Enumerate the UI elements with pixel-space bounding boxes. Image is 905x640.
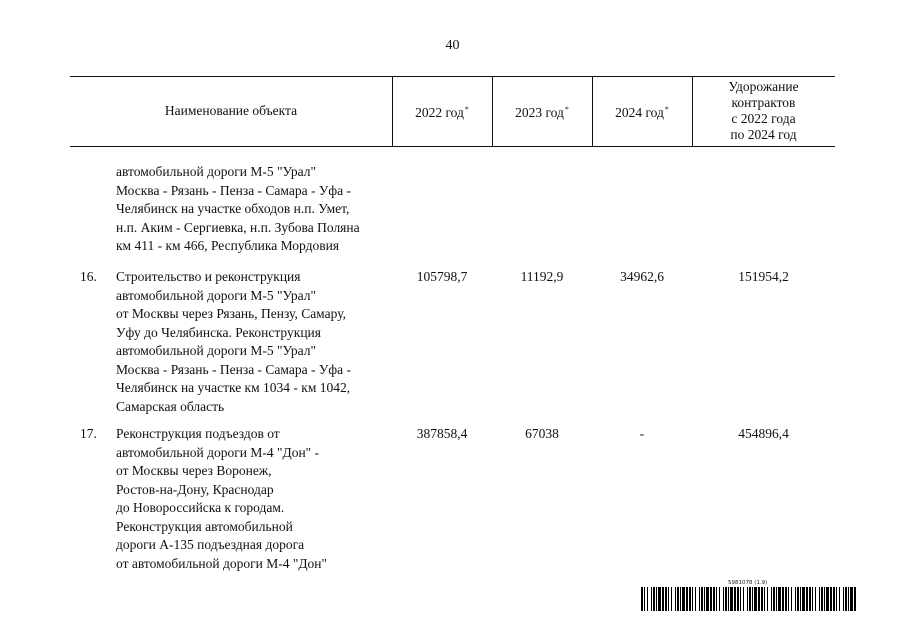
barcode-bar	[716, 587, 717, 611]
barcode-bar	[653, 587, 655, 611]
barcode-bar	[747, 587, 748, 611]
barcode-bar	[740, 587, 741, 611]
barcode-bar	[848, 587, 849, 611]
barcode-bar	[791, 587, 792, 611]
barcode-bar	[824, 587, 825, 611]
barcode-bar	[641, 587, 643, 611]
barcode-bar	[644, 587, 645, 611]
header-object-name	[70, 76, 392, 146]
barcode-bar	[761, 587, 763, 611]
barcode-bar	[843, 587, 844, 611]
barcode-bar	[778, 587, 781, 611]
barcode-bar	[833, 587, 835, 611]
barcode-bar	[651, 587, 652, 611]
row-16-increase-value: 151954,2	[738, 269, 789, 284]
table-header-bottom-rule	[70, 146, 835, 147]
header-2024	[592, 76, 692, 146]
barcode-bar	[662, 587, 664, 611]
barcode-bar	[773, 587, 775, 611]
barcode-bar	[686, 587, 688, 611]
row-16-2022-value: 105798,7	[416, 269, 468, 284]
footnote-marker: *	[664, 104, 669, 114]
barcode-bar	[658, 587, 661, 611]
barcode-bar	[680, 587, 681, 611]
header-2024-label: 2024 год	[615, 104, 664, 120]
barcode-bar	[809, 587, 811, 611]
barcode-bar	[785, 587, 787, 611]
barcode-bar	[656, 587, 657, 611]
row-17-2023-value: 67038	[525, 426, 559, 441]
barcode-bar	[665, 587, 667, 611]
barcode-caption: 5981078 (1.9)	[728, 580, 768, 586]
barcode-bar	[819, 587, 820, 611]
barcode-bar	[647, 587, 648, 611]
barcode-bar	[764, 587, 765, 611]
barcode-bar	[802, 587, 805, 611]
page-number: 40	[445, 38, 460, 53]
row-17-2022-value: 387858,4	[416, 426, 468, 441]
barcode-bar	[701, 587, 703, 611]
barcode-bar	[725, 587, 727, 611]
barcode-bar	[850, 587, 853, 611]
barcode-bar	[699, 587, 700, 611]
continuation-object-name: автомобильной дороги М-5 "Урал" Москва - Рязань - Пенза - Самара - Уфа - Челябинск на участке обходов н.п. Умет, н.п. Аким - Сергиевка, н.п. Зубова Поляна км 411 - км 466, Республика Мордовия	[116, 164, 360, 253]
header-object-name-label: Наименование объекта	[164, 103, 298, 118]
header-2023-label: 2023 год	[515, 104, 564, 120]
row-16-index: 16.	[80, 269, 97, 284]
row-17-increase-value: 454896,4	[738, 426, 789, 441]
barcode-bar	[671, 587, 672, 611]
barcode-bar	[668, 587, 669, 611]
barcode-bar	[776, 587, 777, 611]
footnote-marker: *	[564, 104, 569, 114]
barcode-bar	[689, 587, 691, 611]
barcode-bar	[734, 587, 736, 611]
barcode-bar	[758, 587, 760, 611]
row-16-2024-value: 34962,6	[620, 269, 664, 284]
header-2023	[492, 76, 592, 146]
footnote-marker: *	[464, 104, 469, 114]
barcode-bar	[677, 587, 679, 611]
header-2022-label: 2022 год	[415, 104, 464, 120]
row-17-object-name: Реконструкция подъездов от автомобильной дороги М-4 "Дон" - от Москвы через Воронеж, Ростов-на-Дону, Краснодар до Новороссийска к городам. Реконструкция автомобильной дороги А-135 подъездная дорога от автомобильной дороги М-4 "Дон"	[116, 426, 328, 571]
barcode-bar	[695, 587, 696, 611]
row-16-object-name: Строительство и реконструкция автомобильной дороги М-5 "Урал" от Москвы через Рязань, Пензу, Самару, Уфу до Челябинска. Реконструкция автомобильной дороги М-5 "Урал" Москва - Рязань - Пенза - Самара - Уфа - Челябинск на участке км 1034 - км 1042, Самарская область	[116, 269, 352, 414]
barcode-bar	[749, 587, 751, 611]
barcode-bar	[728, 587, 729, 611]
barcode-bar	[836, 587, 837, 611]
barcode-bar	[713, 587, 715, 611]
barcode-bar	[706, 587, 709, 611]
barcode-bar	[692, 587, 693, 611]
barcode-bar	[845, 587, 847, 611]
barcode	[641, 587, 857, 611]
barcode-bar	[797, 587, 799, 611]
header-cost-increase: Удорожание контрактов с 2022 года по 2024 год	[728, 79, 799, 142]
barcode-bar	[795, 587, 796, 611]
barcode-bar	[788, 587, 789, 611]
barcode-bar	[771, 587, 772, 611]
barcode-bar	[710, 587, 712, 611]
barcode-bar	[704, 587, 705, 611]
barcode-bar	[830, 587, 832, 611]
barcode-bar	[800, 587, 801, 611]
barcode-bar	[730, 587, 733, 611]
barcode-bar	[806, 587, 808, 611]
barcode-bar	[821, 587, 823, 611]
barcode-bar	[675, 587, 676, 611]
barcode-bar	[723, 587, 724, 611]
barcode-bar	[815, 587, 816, 611]
barcode-bar	[854, 587, 856, 611]
row-17-index: 17.	[80, 426, 97, 441]
barcode-bar	[719, 587, 720, 611]
barcode-bar	[767, 587, 768, 611]
barcode-bar	[754, 587, 757, 611]
barcode-bar	[812, 587, 813, 611]
header-2022	[392, 76, 492, 146]
row-16-2023-value: 11192,9	[520, 269, 564, 284]
barcode-bar	[737, 587, 739, 611]
barcode-bar	[839, 587, 840, 611]
barcode-bar	[826, 587, 829, 611]
barcode-bar	[743, 587, 744, 611]
barcode-bar	[752, 587, 753, 611]
barcode-bar	[682, 587, 685, 611]
row-17-2024-value: -	[639, 426, 645, 441]
barcode-bar	[782, 587, 784, 611]
